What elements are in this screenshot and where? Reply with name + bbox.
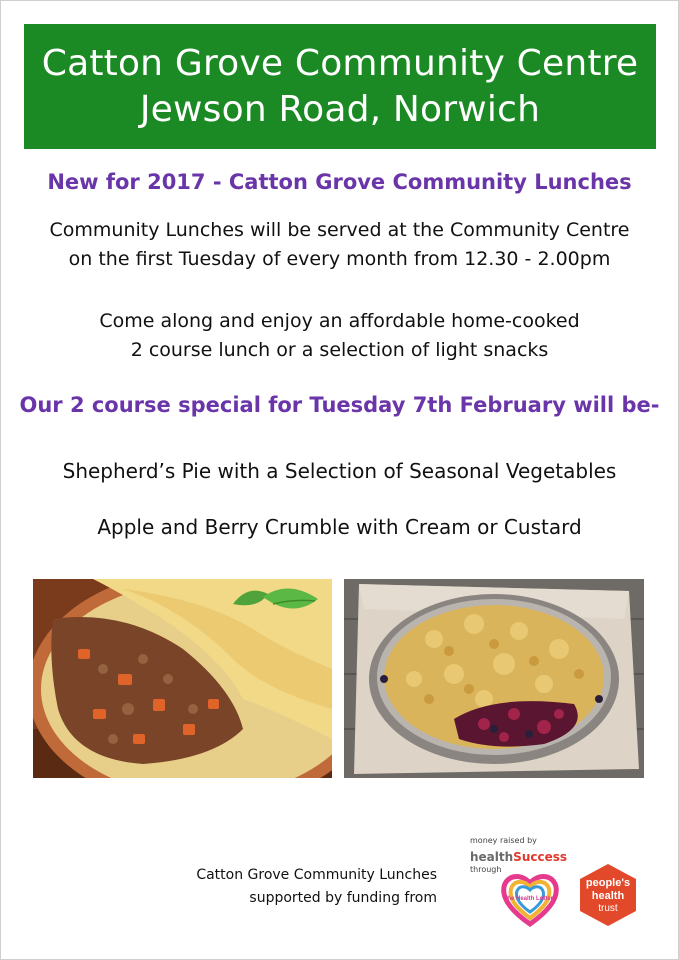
funding-note-line1: Catton Grove Community Lunches <box>196 867 437 883</box>
header-title-line1: Catton Grove Community Centre <box>41 42 639 84</box>
pht-line3: trust <box>598 903 618 914</box>
header-banner <box>24 24 656 149</box>
health-success-caption: money raised by <box>470 836 537 845</box>
intro-heading: New for 2017 - Catton Grove Community Lunches <box>47 170 632 194</box>
berry-crumble-photo <box>344 579 644 778</box>
header-title-line2: Jewson Road, Norwich <box>139 88 541 130</box>
funding-note-line2: supported by funding from <box>249 890 437 906</box>
schedule-line2: on the first Tuesday of every month from 12.30 - 2.00pm <box>68 248 611 270</box>
invite-text <box>0 307 679 365</box>
pht-line1: people's <box>585 877 631 889</box>
shepherds-pie-photo <box>33 579 332 778</box>
invite-line2: 2 course lunch or a selection of light snacks <box>130 339 549 361</box>
schedule-line1: Community Lunches will be served at the Community Centre <box>49 219 630 241</box>
invite-line1: Come along and enjoy an affordable home-cooked <box>99 310 580 332</box>
peoples-health-trust-logo <box>576 862 640 928</box>
health-success-logo <box>470 836 568 931</box>
svg-text:The Health Lottery: The Health Lottery <box>503 896 557 902</box>
special-heading: Our 2 course special for Tuesday 7th February will be- <box>19 393 660 417</box>
health-success-wordmark: healthSuccess <box>470 850 568 864</box>
health-success-through: through <box>470 865 502 874</box>
funding-note <box>150 864 437 910</box>
pht-line2: health <box>591 890 625 902</box>
health-lottery-heart-icon <box>500 870 560 928</box>
menu-dessert: Apple and Berry Crumble with Cream or Custard <box>97 515 582 539</box>
menu-main-course: Shepherd’s Pie with a Selection of Seasonal Vegetables <box>62 459 617 483</box>
schedule-text <box>0 216 679 274</box>
